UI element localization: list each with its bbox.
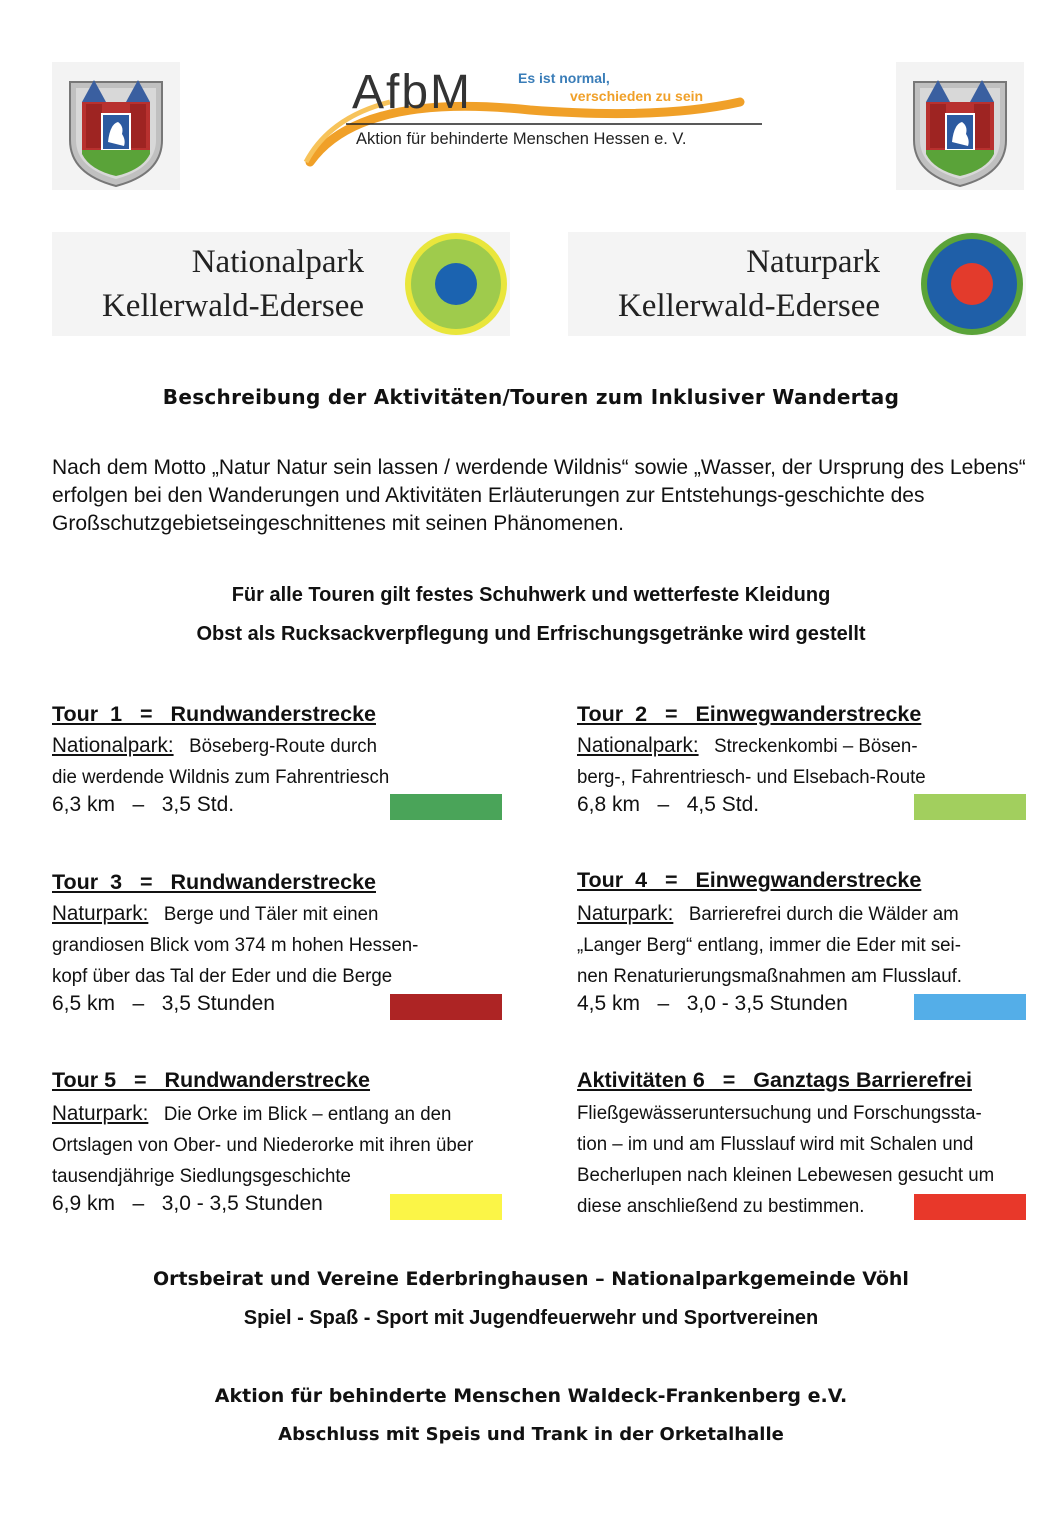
tour-3-title: Tour 3 = Rundwanderstrecke <box>52 870 376 894</box>
tour-4-color-swatch <box>914 994 1026 1020</box>
footer-line-1: Ortsbeirat und Vereine Ederbringhausen – Nationalparkgemeinde Vöhl <box>153 1268 909 1290</box>
tour-5-color-swatch <box>390 1194 502 1220</box>
footer-line-3: Aktion für behinderte Menschen Waldeck-Frankenberg e.V. <box>214 1385 848 1407</box>
tour-5-title: Tour 5 = Rundwanderstrecke <box>52 1068 371 1092</box>
activity-6-color-swatch <box>914 1194 1026 1220</box>
nationalpark-logo-line1: Nationalpark <box>191 244 364 280</box>
afbm-slogan-1: Es ist normal, <box>518 70 610 86</box>
afbm-full-name: Aktion für behinderte Menschen Hessen e. V. <box>356 130 687 148</box>
activity-6-desc-1: Fließgewässeruntersuchung und Forschungssta- <box>577 1103 982 1124</box>
tour-5-distance: 6,9 km – 3,0 - 3,5 Stunden <box>52 1192 323 1215</box>
tour-3-desc-1: Berge und Täler mit einen <box>163 904 379 925</box>
tour-2-park: Nationalpark: <box>577 734 699 757</box>
tour-3-distance: 6,5 km – 3,5 Stunden <box>52 992 275 1015</box>
tour-4-park: Naturpark: <box>577 902 674 925</box>
tour-3-desc-3: kopf über das Tal der Eder und die Berge <box>52 966 393 987</box>
naturpark-logo <box>568 232 1026 336</box>
page-title: Beschreibung der Aktivitäten/Touren zum Inklusiver Wandertag <box>162 385 900 409</box>
tour-2-title: Tour 2 = Einwegwanderstrecke <box>577 702 922 726</box>
tour-4-desc-3: nen Renaturierungsmaßnahmen am Flusslauf. <box>577 966 962 987</box>
tour-1-desc-1: Böseberg-Route durch <box>189 736 377 757</box>
tour-3-park: Naturpark: <box>52 902 149 925</box>
tour-5-desc-1: Die Orke im Blick – entlang an den <box>163 1104 452 1125</box>
tour-2-distance: 6,8 km – 4,5 Std. <box>577 793 760 816</box>
naturpark-logo-line2: Kellerwald-Edersee <box>617 288 880 324</box>
tour-5-desc-2: Ortslagen von Ober- und Niederorke mit ihren über <box>52 1135 474 1156</box>
tour-4-title: Tour 4 = Einwegwanderstrecke <box>577 868 922 892</box>
tour-4-desc-1: Barrierefrei durch die Wälder am <box>688 904 959 925</box>
tour-2-color-swatch <box>914 794 1026 820</box>
naturpark-logo-line1: Naturpark <box>746 244 880 280</box>
tour-1-desc-2: die werdende Wildnis zum Fahrentriesch <box>52 767 390 788</box>
nationalpark-emblem <box>402 232 510 336</box>
tour-4-desc-2: „Langer Berg“ entlang, immer die Eder mit sei- <box>577 935 961 956</box>
tour-3-color-swatch <box>390 994 502 1020</box>
footer-line-2: Spiel - Spaß - Sport mit Jugendfeuerwehr und Sportvereinen <box>243 1307 819 1329</box>
naturpark-emblem <box>918 232 1026 336</box>
nationalpark-logo-line2: Kellerwald-Edersee <box>101 288 364 324</box>
tour-1-distance: 6,3 km – 3,5 Std. <box>52 793 235 816</box>
tour-4-distance: 4,5 km – 3,0 - 3,5 Stunden <box>577 992 848 1015</box>
activity-6-desc-3: Becherlupen nach kleinen Lebewesen gesucht um <box>577 1165 995 1186</box>
tour-5-desc-3: tausendjährige Siedlungsgeschichte <box>52 1166 351 1187</box>
tour-3-desc-2: grandiosen Blick vom 374 m hohen Hessen- <box>52 935 419 956</box>
footer-line-4: Abschluss mit Speis und Trank in der Orketalhalle <box>278 1424 784 1445</box>
afbm-logo <box>300 62 770 172</box>
tour-5-park: Naturpark: <box>52 1102 149 1125</box>
activity-6-desc-4: diese anschließend zu bestimmen. <box>577 1196 865 1217</box>
intro-paragraph: Nach dem Motto „Natur Natur sein lassen / werdende Wildnis“ sowie „Wasser, der Ursprung des Lebens“ erfolgen bei den Wanderungen und Aktivitäten Erläuterungen zur Entstehungs-geschichte des Großschutzgebietseingeschnittenes mit seinen Phänomenen. <box>52 456 1026 535</box>
note-line-2: Obst als Rucksackverpflegung und Erfrischungsgetränke wird gestellt <box>196 623 866 645</box>
note-line-1: Für alle Touren gilt festes Schuhwerk und wetterfeste Kleidung <box>231 584 831 606</box>
tour-2-desc-2: berg-, Fahrentriesch- und Elsebach-Route <box>577 767 926 788</box>
tour-2-desc-1: Streckenkombi – Bösen- <box>714 736 918 757</box>
tour-1-color-swatch <box>390 794 502 820</box>
afbm-name: AfbM <box>352 66 473 119</box>
activity-6-desc-2: tion – im und am Flusslauf wird mit Schalen und <box>577 1134 974 1155</box>
nationalpark-logo <box>52 232 510 336</box>
afbm-slogan-2: verschieden zu sein <box>570 88 704 104</box>
coat-of-arms-left <box>52 62 180 190</box>
tour-1-park: Nationalpark: <box>52 734 174 757</box>
tour-1-title: Tour 1 = Rundwanderstrecke <box>52 702 376 726</box>
activity-6-title: Aktivitäten 6 = Ganztags Barrierefrei <box>577 1068 972 1092</box>
coat-of-arms-right <box>896 62 1024 190</box>
